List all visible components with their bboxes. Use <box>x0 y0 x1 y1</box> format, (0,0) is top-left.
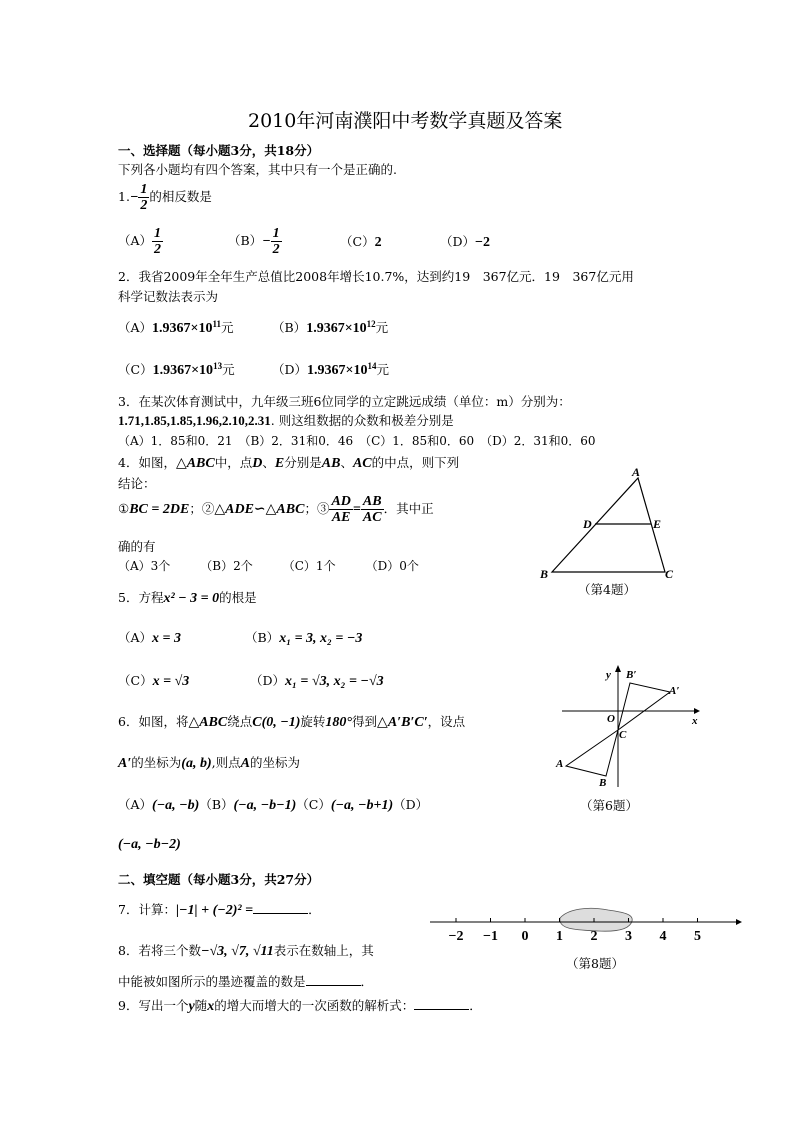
section-1-header: 一、选择题（每小题3分，共18分） <box>118 143 320 158</box>
q2-line-2: 科学记数法表示为 <box>118 289 219 304</box>
fig6-label-x: x <box>692 715 698 727</box>
figure-8-number-line <box>428 904 744 944</box>
q1-option-d: （D）−2 <box>440 234 491 250</box>
q8-answer-blank[interactable] <box>306 973 361 986</box>
q5-option-b: （B）x₁ = 3, x₂ = −3 <box>245 630 363 646</box>
fig6-label-a-prime: A′ <box>669 685 680 697</box>
fig6-label-b-prime: B′ <box>626 669 637 681</box>
q4-options: （A）3个 （B）2个 （C）1个 （D）0个 <box>118 559 419 573</box>
fig6-label-a: A <box>556 758 564 770</box>
q7-answer-blank[interactable] <box>253 901 308 914</box>
q3-data: 1.71,1.85,1.85,1.96,2.10,2.31 <box>118 413 271 428</box>
fig8-tick-label: 3 <box>625 929 632 944</box>
fig4-label-c: C <box>665 567 674 581</box>
fig8-tick-label: −1 <box>483 929 498 944</box>
q1-option-c: （C）2 <box>340 234 382 250</box>
q1-fraction: $\frac{1}{2}$ <box>140 182 148 213</box>
fig6-label-c: C <box>619 729 627 741</box>
fig6-label-b: B <box>599 777 607 789</box>
q6-options: （A）(−a, −b)（B）(−a, −b−1)（C）(−a, −b+1)（D） <box>118 797 429 813</box>
q1-option-a: （A） $\frac{1}{2}$ <box>118 226 162 257</box>
figure-4-triangle <box>536 466 686 584</box>
q5-option-a: （A）x = 3 <box>118 630 182 646</box>
q6-line-1: 6．如图，将△ABC绕点C(0, −1)旋转180°得到△A′B′C′，设点 <box>118 714 466 730</box>
fig8-tick-label: 1 <box>556 929 563 944</box>
q4-line-1: 4．如图，△ABC中，点D、E分别是AB、AC的中点，则下列 <box>118 455 460 471</box>
q1-sign: − <box>129 190 139 205</box>
q9-answer-blank[interactable] <box>414 997 469 1010</box>
fig4-label-d: D <box>583 517 592 531</box>
q5-line: 5．方程x² − 3 = 0的根是 <box>118 590 257 606</box>
q2-option-a: $(A)1.9367\times 10^{11}$元 <box>118 318 234 336</box>
q1-option-b: （B）− $\frac{1}{2}$ <box>228 226 280 257</box>
fig4-label-e: E <box>653 517 662 531</box>
q4-conclusions: ①BC = 2DE；②△ADE∽△ABC；③ $\frac{AD}{AE}$ = $\frac{AB}{AC}$ ．其中正 <box>118 494 434 525</box>
q5-option-d: （D）x₁ = √3, x₂ = −√3 <box>250 673 384 689</box>
q1-number: 1. <box>118 189 130 204</box>
fig4-label-a: A <box>632 466 641 479</box>
figure-4-caption: （第4题） <box>578 582 636 597</box>
fig8-tick-label: 5 <box>694 929 701 944</box>
q2-option-d: $(D)1.9367\times 10^{14}$元 <box>272 360 390 378</box>
q3-line-1: 3．在某次体育测试中，九年级三班6位同学的立定跳远成绩（单位：m）分别为： <box>118 394 571 409</box>
q2-option-b: $(B)1.9367\times 10^{12}$元 <box>272 318 389 336</box>
fig8-tick-label: 4 <box>659 929 667 944</box>
fig8-tick-label: 2 <box>590 929 598 944</box>
q7-line: 7．计算：|−1| + (−2)² = ． <box>118 902 321 918</box>
q6-option-d-value: (−a, −b−2) <box>118 837 181 852</box>
q8-line-2: 中能被如图所示的墨迹覆盖的数是 ． <box>118 974 374 989</box>
q2-option-c: $(C)1.9367\times 10^{13}$元 <box>118 360 235 378</box>
fig8-ink-blot <box>560 908 632 931</box>
fig8-tick-label: −2 <box>448 929 464 944</box>
fig4-label-b: B <box>540 567 549 581</box>
q5-option-c: （C）x = √3 <box>118 673 190 689</box>
section-2-header: 二、填空题（每小题3分，共27分） <box>118 872 320 887</box>
question-1 <box>118 182 212 213</box>
figure-6-coordinate-plane <box>552 662 702 792</box>
section-1-intro: 下列各小题均有四个答案，其中只有一个是正确的. <box>118 162 397 177</box>
q9-line: 9．写出一个y随x的增大而增大的一次函数的解析式： ． <box>118 998 482 1014</box>
q3-options: （A）1．85和0．21 （B）2．31和0．46 （C）1．85和0．60 （D）2．31和0．60 <box>118 434 596 448</box>
page-title: 2010年河南濮阳中考数学真题及答案 <box>248 110 563 132</box>
q6-line-2: A′的坐标为(a, b),则点A的坐标为 <box>118 755 300 771</box>
fig6-label-y: y <box>606 669 611 681</box>
q4-line-2: 结论： <box>118 476 156 491</box>
q2-line-1: 2．我省2009年全年生产总值比2008年增长10.7%，达到约19 367亿元．19 367亿元用 <box>118 269 634 284</box>
q8-line-1: 8．若将三个数−√3, √7, √11表示在数轴上，其 <box>118 943 374 959</box>
figure-6-caption: （第6题） <box>580 798 638 813</box>
q4-line-4: 确的有 <box>118 539 156 554</box>
fig6-label-o: O <box>607 713 615 725</box>
fig8-tick-label: 0 <box>521 929 529 944</box>
q1-text: 的相反数是 <box>149 189 212 204</box>
q3-line-2: 1.71,1.85,1.85,1.96,2.10,2.31. 则这组数据的众数和极差分别是 <box>118 413 454 428</box>
figure-8-caption: （第8题） <box>566 956 624 971</box>
